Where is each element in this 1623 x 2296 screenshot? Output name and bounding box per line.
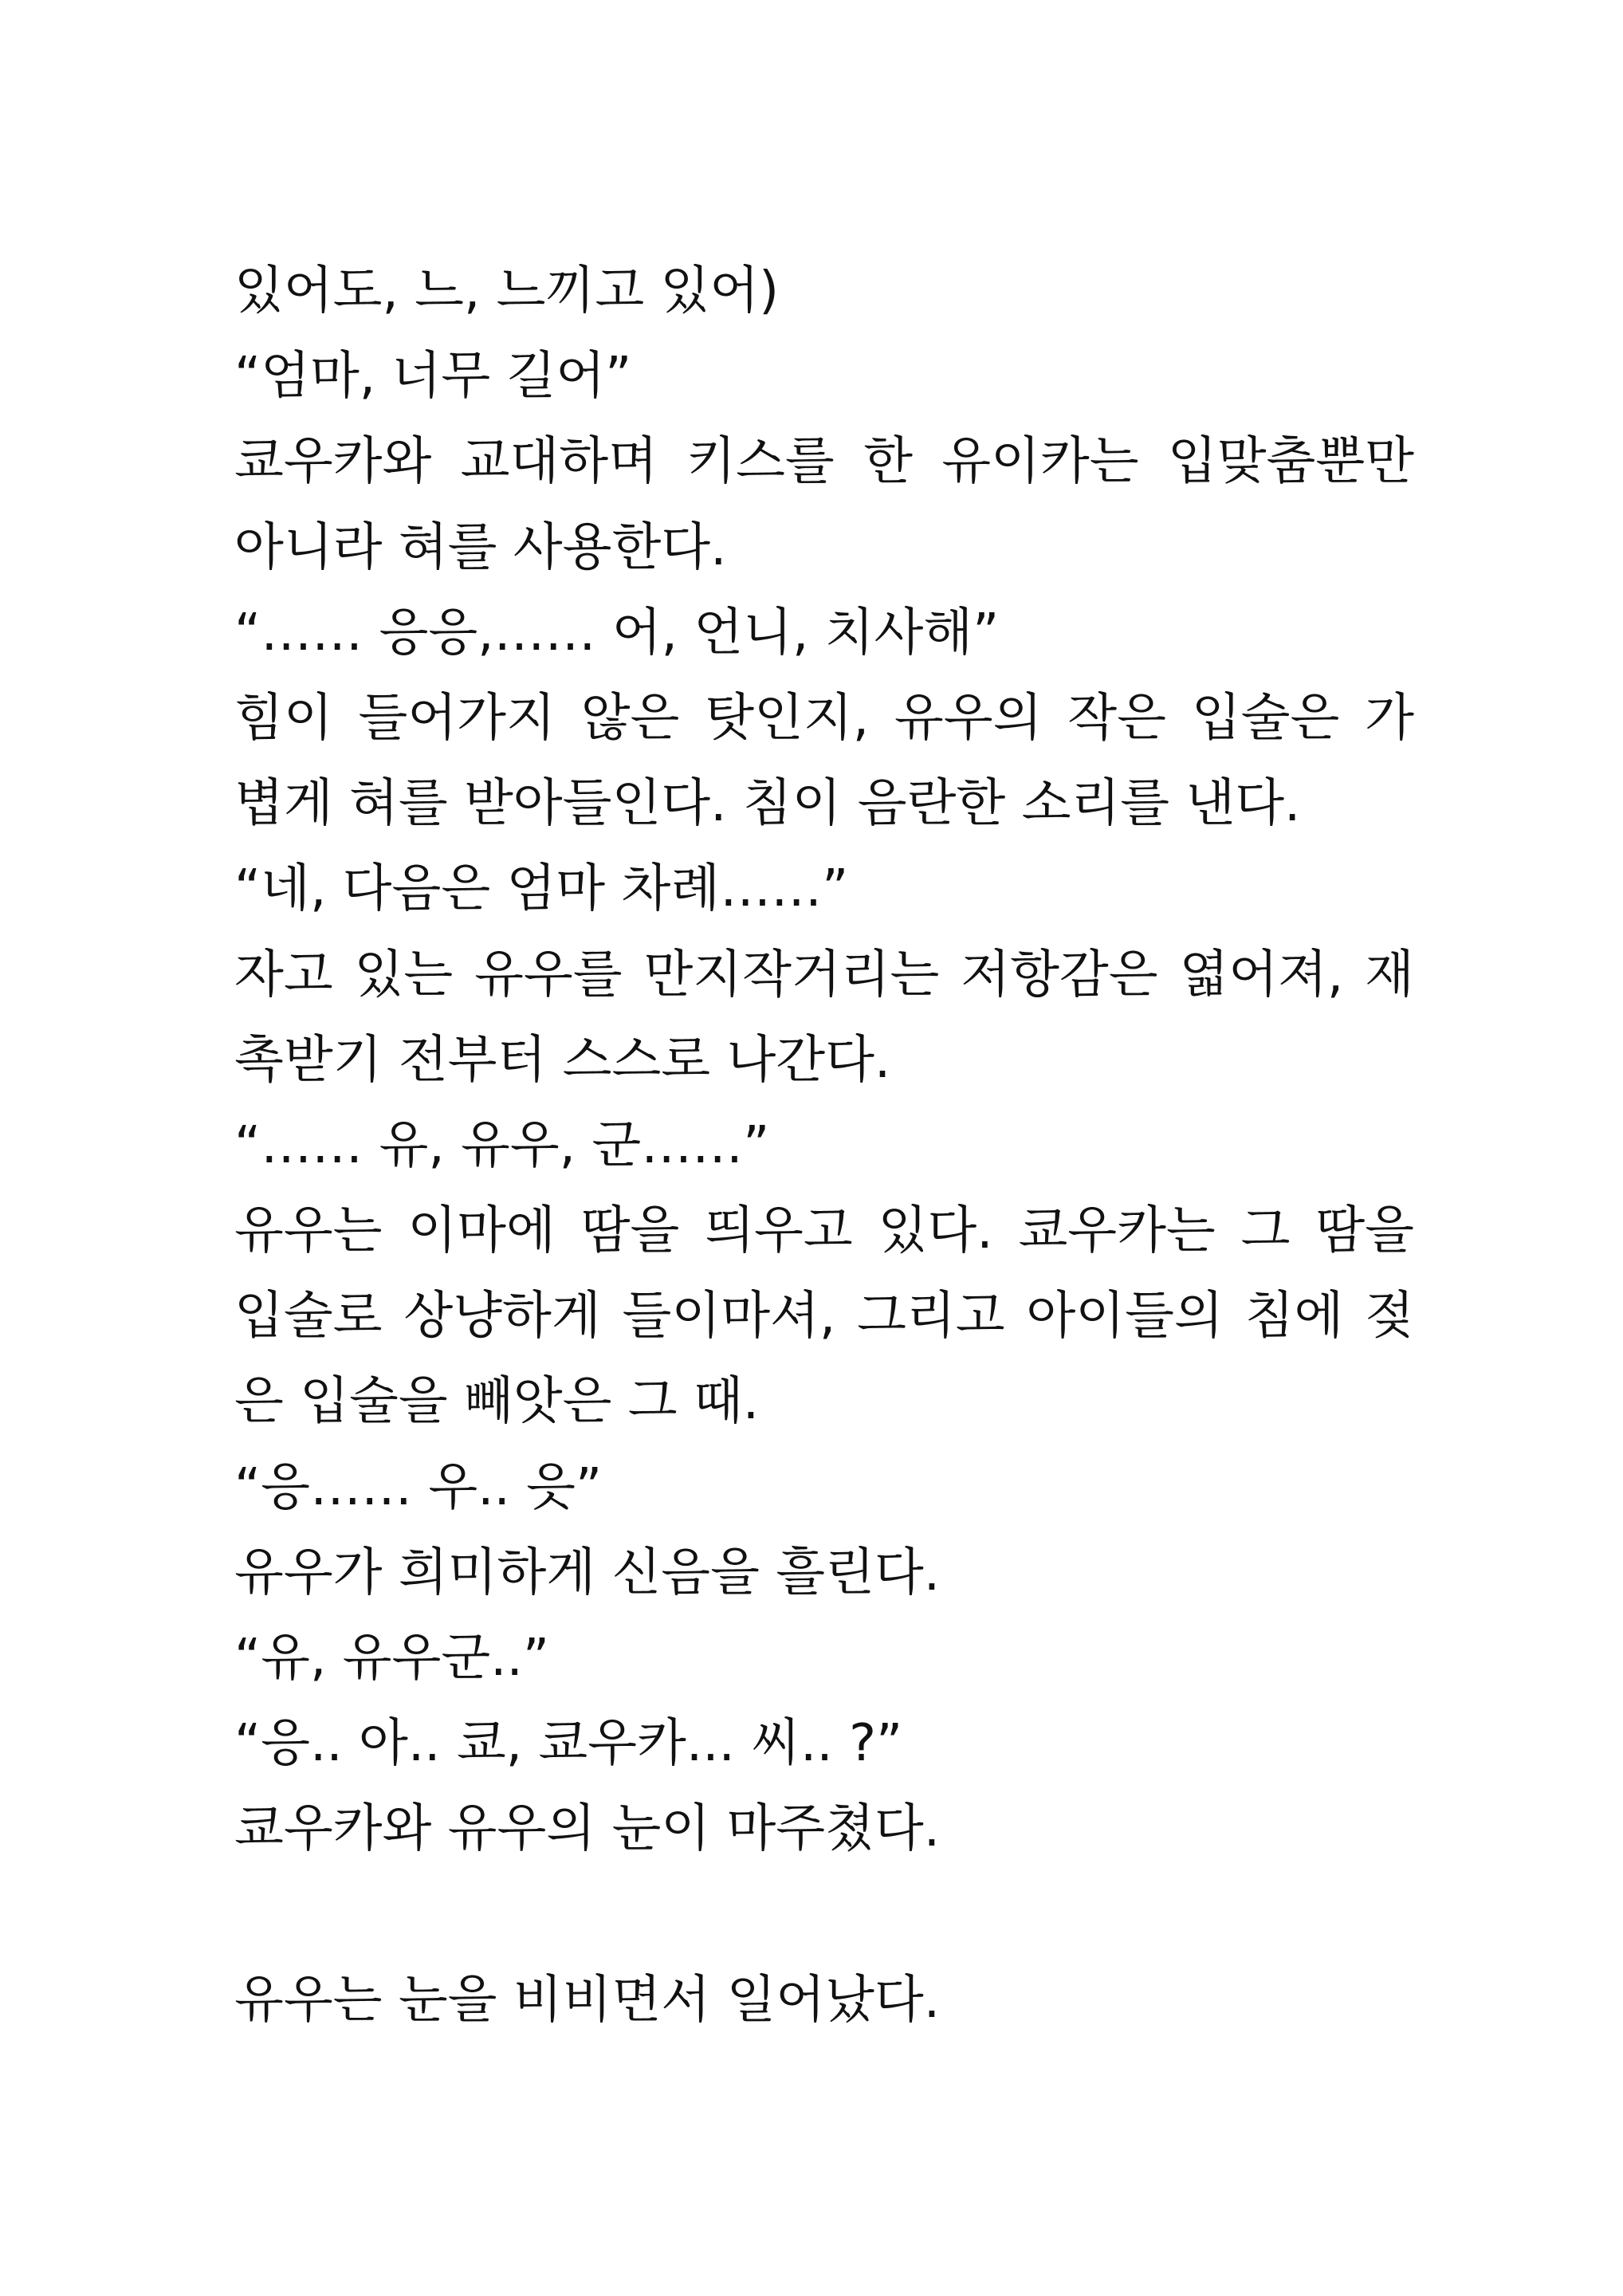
- text-line-1: 있어도, 느, 느끼고 있어): [234, 261, 780, 320]
- dialogue-line-2: “엄마, 너무 길어”: [234, 347, 632, 407]
- text-line-7: 볍게 혀를 받아들인다. 침이 음란한 소리를 낸다.: [234, 774, 1301, 834]
- dialogue-line-18: “응.. 아.. 쿄, 쿄우카... 씨.. ?”: [234, 1714, 903, 1774]
- text-line-3: 쿄우카와 교대하며 키스를 한 유이카는 입맞춤뿐만: [234, 432, 1414, 492]
- dialogue-line-15: “응…… 우.. 읏”: [234, 1457, 603, 1517]
- text-line-6: 힘이 들어가지 않은 탓인지, 유우의 작은 입술은 가: [234, 688, 1414, 748]
- text-line-12: 유우는 이마에 땀을 띄우고 있다. 쿄우카는 그 땀을: [234, 1201, 1414, 1261]
- text-line-14: 은 입술을 빼앗은 그 때.: [234, 1372, 760, 1432]
- text-line-10: 촉받기 전부터 스스로 나간다.: [234, 1030, 891, 1090]
- dialogue-line-11: “…… 유, 유우, 군……”: [234, 1115, 770, 1175]
- dialogue-line-5: “…… 응응,…… 어, 언니, 치사해”: [234, 603, 1000, 662]
- text-line-13: 입술로 상냥하게 들이마셔, 그리고 아이들의 침에 젖: [234, 1287, 1414, 1347]
- body-text: [234, 249, 1414, 2043]
- text-line-19: 쿄우카와 유우의 눈이 마주쳤다.: [234, 1799, 941, 1859]
- text-line-4: 아니라 혀를 사용한다.: [234, 517, 727, 577]
- dialogue-line-17: “유, 유우군..”: [234, 1629, 549, 1688]
- text-line-9: 자고 있는 유우를 만지작거리는 저항감은 엷어져, 재: [234, 945, 1414, 1005]
- dialogue-line-8: “네, 다음은 엄마 차례……”: [234, 859, 849, 919]
- text-line-21: 유우는 눈을 비비면서 일어났다.: [234, 1970, 941, 2030]
- text-line-16: 유우가 희미하게 신음을 흘린다.: [234, 1543, 941, 1602]
- blank-line: [234, 1873, 1414, 1958]
